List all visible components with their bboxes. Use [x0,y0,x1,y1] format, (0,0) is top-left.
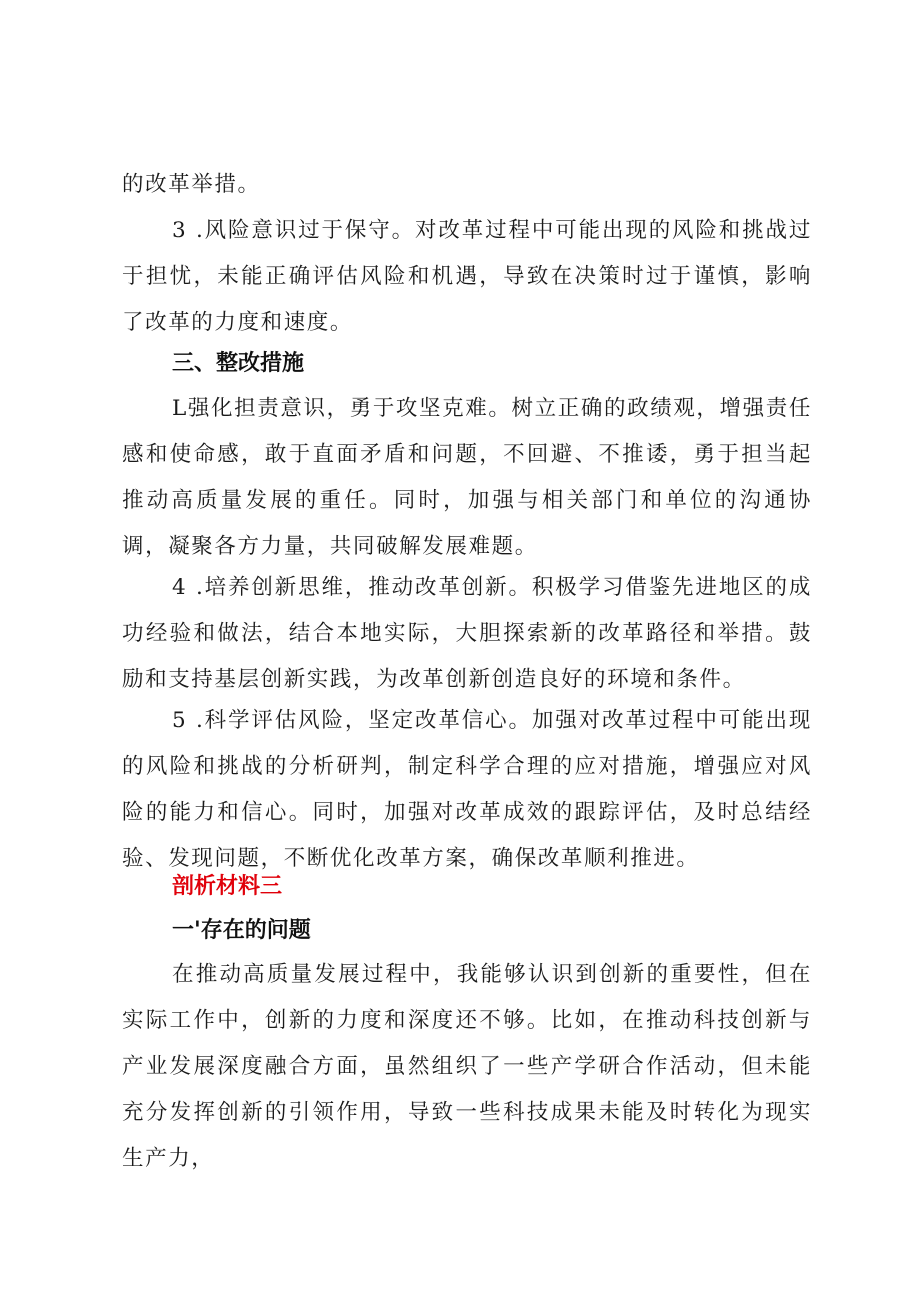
paragraph-risk-evaluation: 5 .科学评估风险，坚定改革信心。加强对改革过程中可能出现的风险和挑战的分析研判，制定科学合理的应对措施，增强应对风险的能力和信心。同时，加强对改革成效的跟踪评估，及时总结经验、发现问题，不断优化改革方案，确保改革顺利推进。 [122,708,812,871]
section-heading-problems: 一'存在的问题 [172,918,311,943]
section-heading-rectification: 三、整改措施 [172,351,305,376]
paragraph-responsibility: L强化担责意识，勇于攻坚克难。树立正确的政绩观，增强责任感和使命感，敢于直面矛盾和问题，不回避、不推诿，勇于担当起推动高质量发展的重任。同时，加强与相关部门和单位的沟通协调，凝聚各方力量，共同破解发展难题。 [122,396,812,559]
paragraph-innovation-problem: 在推动高质量发展过程中，我能够认识到创新的重要性，但在实际工作中，创新的力度和深度还不够。比如，在推动科技创新与产业发展深度融合方面，虽然组织了一些产学研合作活动，但未能充分发挥创新的引领作用，导致一些科技成果未能及时转化为现实生产力， [122,962,812,1171]
paragraph-continuation: 的改革举措。 [122,172,261,197]
paragraph-risk-awareness: 3 .风险意识过于保守。对改革过程中可能出现的风险和挑战过于担忧，未能正确评估风险和机遇，导致在决策时过于谨慎，影响了改革的力度和速度。 [122,218,812,335]
paragraph-innovation-thinking: 4 .培养创新思维，推动改革创新。积极学习借鉴先进地区的成功经验和做法，结合本地实际，大胆探索新的改革路径和举措。鼓励和支持基层创新实践，为改革创新创造良好的环境和条件。 [122,575,812,692]
material-title: 剖析材料三 [172,874,283,899]
